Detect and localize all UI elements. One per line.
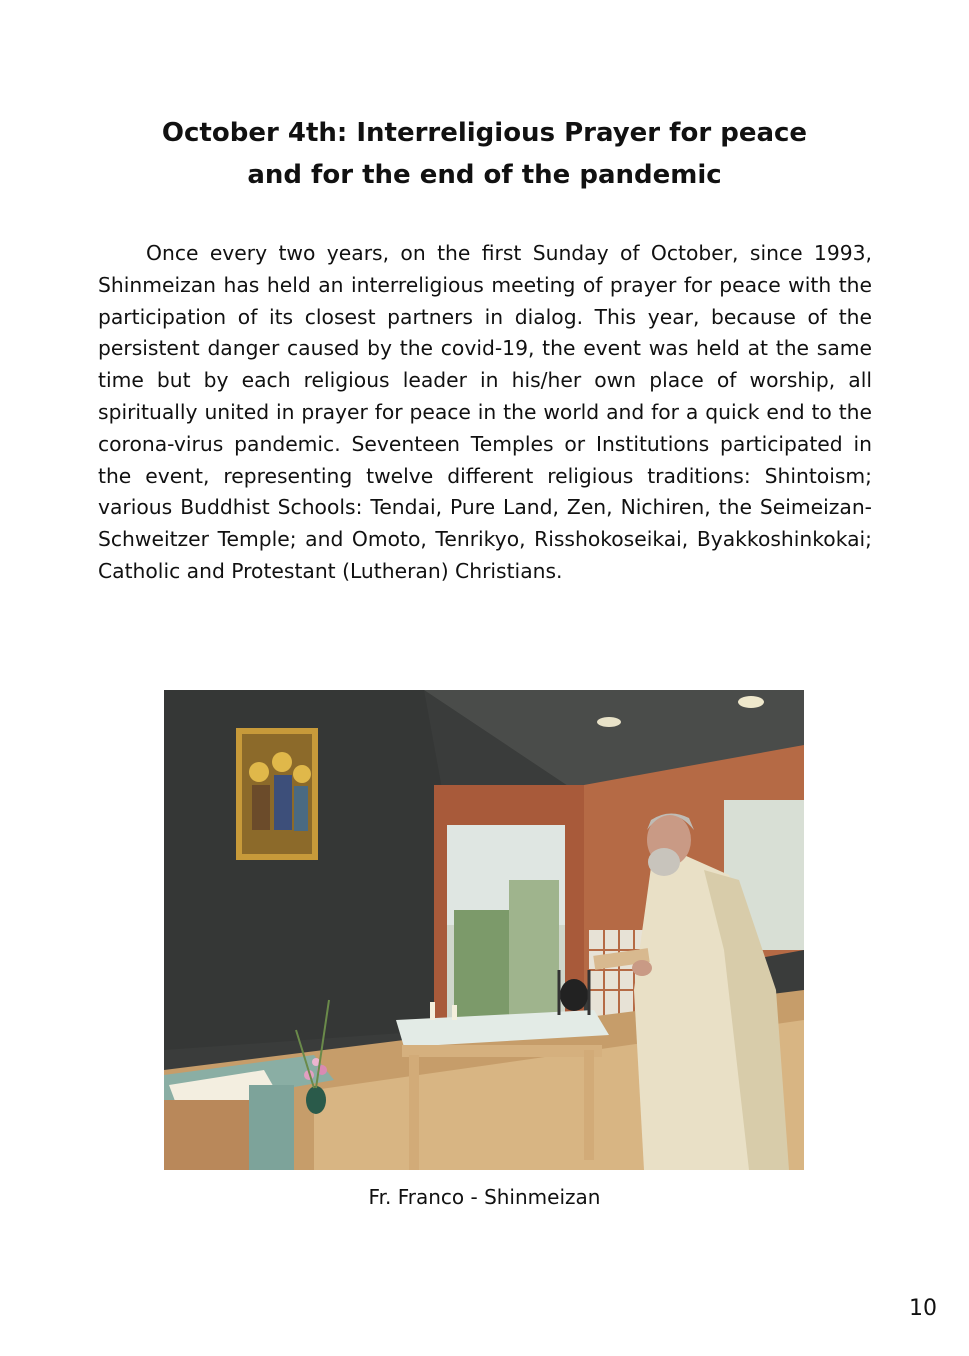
- page-title-line-2: and for the end of the pandemic: [247, 160, 722, 190]
- chapel-photo: [164, 690, 804, 1170]
- page-title: [0, 112, 969, 196]
- article-body: Once every two years, on the first Sunday of October, since 1993, Shinmeizan has held an interreligious meeting of prayer for peace with the participation of its closest partners in dialog. This year, because of the persistent danger caused by the covid-19, the event was held at the same time but by each religious leader in his/her own place of worship, all spiritually united in prayer for peace in the world and for a quick end to the corona-virus pandemic. Seventeen Temples or Institutions participated in the event, representing twelve different religious traditions: Shintoism; various Buddhist Schools: Tendai, Pure Land, Zen, Nichiren, the Seimeizan-Schweitzer Temple; and Omoto, Tenrikyo, Risshokoseikai, Byakkoshinkokai; Catholic and Protestant (Lutheran) Christians.: [98, 241, 872, 583]
- page-number: 10: [909, 1296, 937, 1321]
- photo-caption: Fr. Franco - Shinmeizan: [368, 1185, 601, 1209]
- page-title-line-1: October 4th: Interreligious Prayer for peace: [161, 118, 808, 148]
